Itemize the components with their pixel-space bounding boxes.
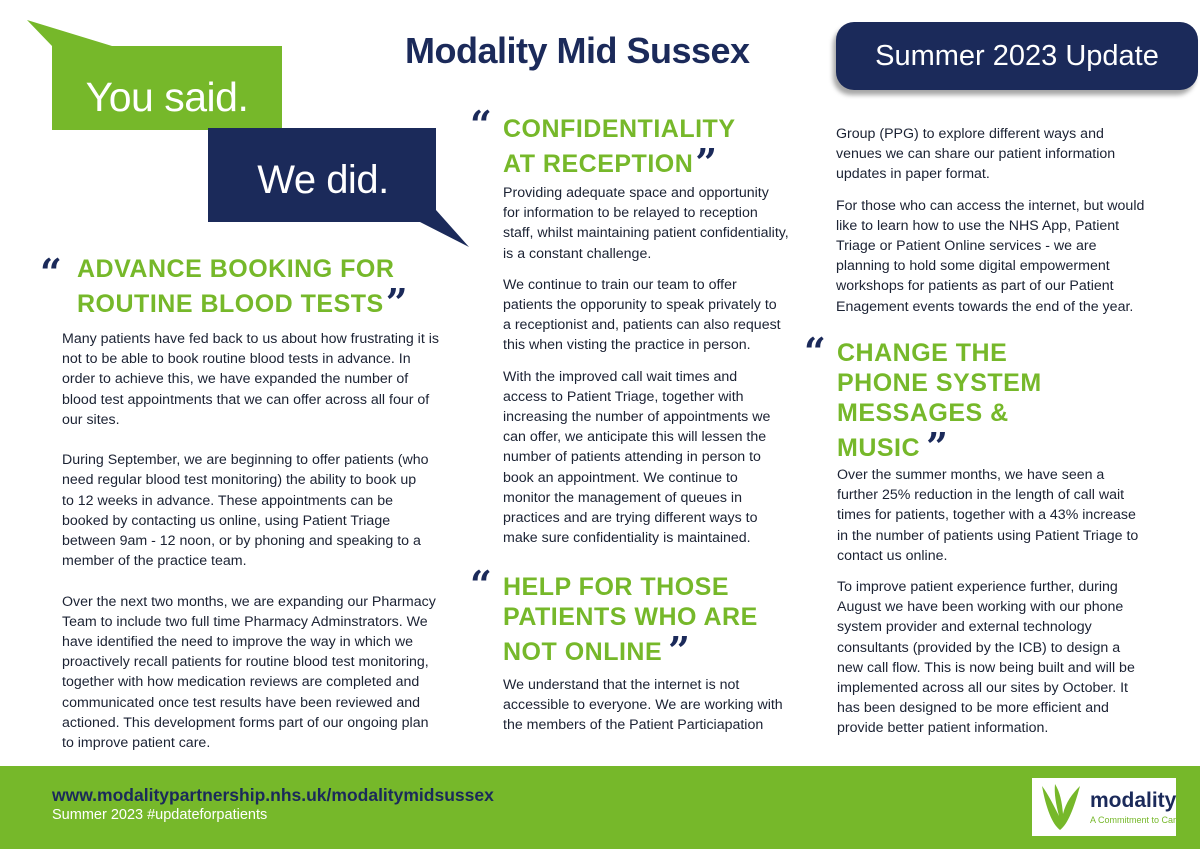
body-line: have identified the need to improve the way in which we bbox=[62, 634, 413, 651]
body-line: We continue to train our team to offer bbox=[503, 276, 737, 293]
body-line: Triage or Patient Online services - we are bbox=[836, 238, 1097, 255]
phone-system-body bbox=[837, 465, 1167, 739]
body-line: member of the practice team. bbox=[62, 553, 247, 570]
body-line: times for patients, together with a 43% increase bbox=[837, 507, 1136, 524]
body-line: blood test appointments that we can offer across all four of bbox=[62, 391, 430, 408]
body-line: make sure confidentiality is maintained. bbox=[503, 530, 751, 547]
body-line: number of patients attending in person to bbox=[503, 449, 761, 466]
body-line: Providing adequate space and opportunity bbox=[503, 185, 769, 201]
body-line: has been designed to be more efficient and bbox=[837, 700, 1109, 717]
close-quote-icon: ” bbox=[926, 424, 949, 469]
body-line: monitor the management of queues in bbox=[503, 489, 742, 506]
close-quote-icon: ” bbox=[695, 140, 718, 185]
body-line: booked by contacting us online, using Patient Triage bbox=[62, 512, 391, 529]
paragraph-gap bbox=[503, 264, 803, 275]
heading-line: AT RECEPTION” bbox=[503, 140, 718, 185]
body-line: August we have been working with our phone bbox=[837, 599, 1124, 616]
body-line: together with how medication reviews are completed and bbox=[62, 674, 420, 691]
paragraph-gap bbox=[62, 571, 482, 591]
body-line: Over the next two months, we are expanding our Pharmacy bbox=[62, 593, 436, 610]
body-line: venues we can share our patient information bbox=[836, 146, 1116, 163]
body-line: staff, whilst maintaining patient confidentiality, bbox=[503, 225, 789, 242]
body-line: actioned. This development forms part of our ongoing plan bbox=[62, 714, 429, 731]
close-quote-icon: ” bbox=[668, 628, 691, 673]
blood-tests-heading bbox=[77, 254, 457, 325]
modality-logo-mark-icon bbox=[1036, 780, 1086, 834]
not-online-body bbox=[503, 675, 803, 736]
body-line: in the number of patients using Patient Triage to bbox=[837, 527, 1139, 544]
heading-line: PHONE SYSTEM bbox=[837, 369, 1042, 397]
body-line: Enagement events towards the end of the year. bbox=[836, 298, 1134, 315]
page-title: Modality Mid Sussex bbox=[405, 30, 750, 71]
open-quote-icon: “ bbox=[804, 329, 826, 374]
body-line: increasing the number of appointments we bbox=[503, 409, 771, 426]
open-quote-icon: “ bbox=[470, 562, 492, 607]
body-line: contact us online. bbox=[837, 547, 948, 564]
close-quote-icon: ” bbox=[385, 280, 409, 325]
body-line: not to be able to book routine blood tests in advance. In bbox=[62, 351, 411, 368]
body-line: for information to be relayed to reception bbox=[503, 205, 758, 222]
body-line: proactively recall patients for routine blood test monitoring, bbox=[62, 654, 429, 671]
body-line: To improve patient experience further, during bbox=[837, 579, 1118, 596]
body-line: need regular blood test monitoring) the ability to book up bbox=[62, 472, 417, 489]
body-line: communicated once test results have been reviewed and bbox=[62, 694, 421, 711]
body-line: Many patients have fed back to us about how frustrating it is bbox=[62, 331, 439, 347]
you-said-text: You said. bbox=[85, 74, 249, 120]
body-line: updates in paper format. bbox=[836, 166, 990, 183]
footer-website-link[interactable]: www.modalitypartnership.nhs.uk/modalitymidsussex bbox=[52, 785, 494, 805]
body-line: Group (PPG) to explore different ways and bbox=[836, 126, 1104, 142]
paragraph-gap bbox=[62, 430, 482, 450]
update-badge: Summer 2023 Update bbox=[836, 22, 1198, 90]
body-line: Over the summer months, we have seen a bbox=[837, 467, 1105, 483]
body-line: our sites. bbox=[62, 411, 120, 428]
body-line: can offer, we anticipate this will lessen the bbox=[503, 429, 767, 446]
paragraph-gap bbox=[503, 356, 803, 367]
logo-tagline: A Commitment to Care bbox=[1090, 815, 1182, 825]
body-line: accessible to everyone. We are working with bbox=[503, 697, 783, 714]
body-line: this when visting the practice in person. bbox=[503, 337, 751, 354]
logo-wordmark: modality bbox=[1090, 789, 1177, 812]
body-line: planning to hold some digital empowerment bbox=[836, 258, 1110, 275]
heading-line: CONFIDENTIALITY bbox=[503, 115, 736, 143]
confidentiality-heading bbox=[503, 114, 803, 185]
body-line: book an appointment. We continue to bbox=[503, 469, 738, 486]
paragraph-gap bbox=[837, 566, 1167, 577]
heading-line: ROUTINE BLOOD TESTS” bbox=[77, 280, 409, 325]
body-line: With the improved call wait times and bbox=[503, 368, 738, 385]
body-line: workshops for patients as part of our Patient bbox=[836, 278, 1114, 295]
body-line: practices and are trying different ways to bbox=[503, 510, 758, 527]
confidentiality-body bbox=[503, 183, 803, 548]
body-line: further 25% reduction in the length of call wait bbox=[837, 487, 1125, 504]
body-line: Team to include two full time Pharmacy Adminstrators. We bbox=[62, 613, 428, 630]
body-line: to 12 weeks in advance. These appointments can be bbox=[62, 492, 393, 509]
not-online-heading bbox=[503, 572, 803, 673]
heading-line: ADVANCE BOOKING FOR bbox=[77, 255, 395, 283]
heading-line: HELP FOR THOSE bbox=[503, 573, 730, 601]
body-line: During September, we are beginning to offer patients (who bbox=[62, 452, 429, 469]
we-did-text: We did. bbox=[257, 158, 389, 202]
body-line: to improve patient care. bbox=[62, 735, 211, 752]
not-online-continued-body bbox=[836, 124, 1166, 317]
body-line: For those who can access the internet, but would bbox=[836, 197, 1145, 214]
blood-tests-body bbox=[62, 329, 482, 753]
heading-line: NOT ONLINE ” bbox=[503, 628, 691, 673]
body-line: provide better patient information. bbox=[837, 720, 1049, 737]
body-line: the members of the Patient Particiapation bbox=[503, 717, 764, 734]
body-line: access to Patient Triage, together with bbox=[503, 388, 744, 405]
body-line: system provider and external technology bbox=[837, 619, 1092, 636]
body-line: patients the opporunity to speak privately to bbox=[503, 297, 777, 314]
body-line: between 9am - 12 noon, or by phoning and speaking to a bbox=[62, 533, 421, 550]
heading-line: MUSIC ” bbox=[837, 424, 949, 469]
open-quote-icon: “ bbox=[40, 250, 62, 295]
heading-line: PATIENTS WHO ARE bbox=[503, 603, 758, 631]
footer-hashtag: Summer 2023 #updateforpatients bbox=[52, 807, 268, 823]
paragraph-gap bbox=[836, 185, 1166, 196]
body-line: is a constant challenge. bbox=[503, 245, 652, 262]
heading-line: CHANGE THE bbox=[837, 339, 1008, 367]
open-quote-icon: “ bbox=[470, 102, 492, 147]
body-line: implemented across all our sites by October. It bbox=[837, 680, 1128, 697]
body-line: new call flow. This is now being built and will be bbox=[837, 659, 1135, 676]
phone-system-heading bbox=[837, 338, 1167, 469]
body-line: consultants (provided by the ICB) to design a bbox=[837, 639, 1121, 656]
body-line: like to learn how to use the NHS App, Patient bbox=[836, 217, 1120, 234]
heading-line: MESSAGES & bbox=[837, 399, 1009, 427]
body-line: a receptionist and, patients can also request bbox=[503, 317, 781, 334]
body-line: We understand that the internet is not bbox=[503, 677, 740, 693]
body-line: order to achieve this, we have expanded the number of bbox=[62, 371, 409, 388]
